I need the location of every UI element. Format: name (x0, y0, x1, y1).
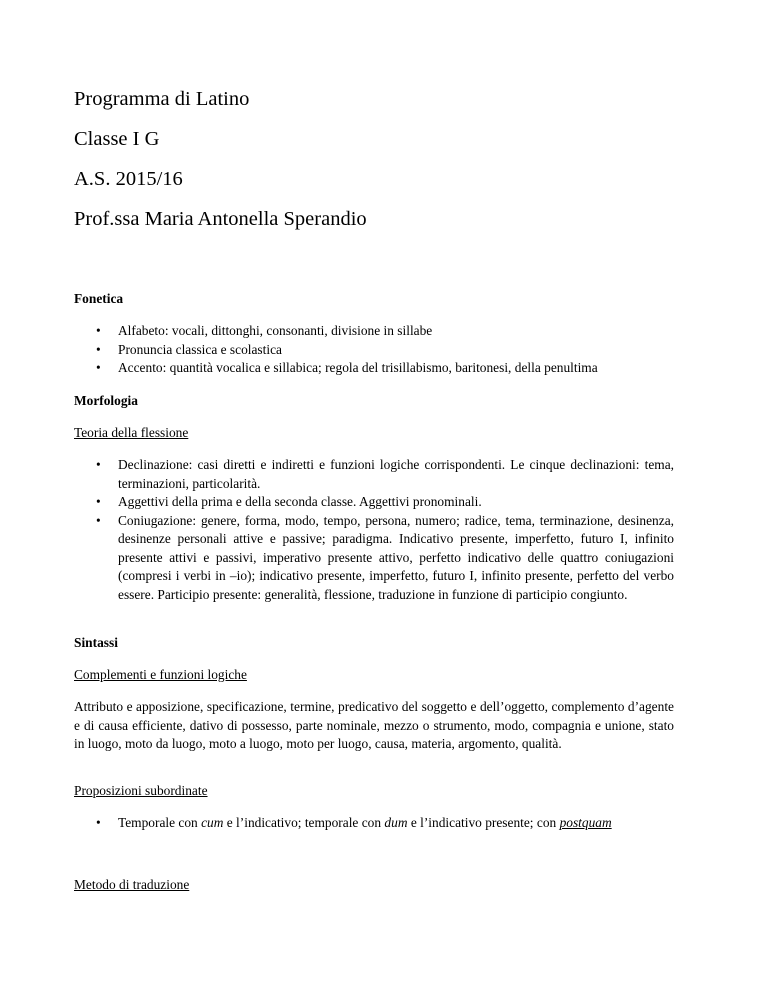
latin-term-postquam: postquam (559, 815, 612, 830)
list-item: • Declinazione: casi diretti e indiretti e funzioni logiche corrispondenti. Le cinque declinazioni: tema, terminazioni, particolarità. (74, 456, 674, 493)
list-item: • Pronuncia classica e scolastica (74, 341, 674, 360)
subheading-proposizioni: Proposizioni subordinate (74, 783, 208, 798)
list-item: • Coniugazione: genere, forma, modo, tempo, persona, numero; radice, tema, terminazione, desinenza, desinenze personali attive e passive; paradigma. Indicativo presente, imperfetto, futuro I, infinito presente attivi e passivi, imperativo presente attivo, perfetto indicativo delle quattro coniugazioni (compresi i verbi in –io); indicativo presente, imperfetto, futuro I, infinito presente, perfetto del verbo essere. Participio presente: generalità, flessione, traduzione in funzione di participio congiunto. (74, 512, 674, 605)
latin-term-dum: dum (384, 815, 408, 830)
list-item: • Aggettivi della prima e della seconda classe. Aggettivi pronominali. (74, 493, 674, 512)
subheading-metodo-traduzione: Metodo di traduzione (74, 877, 190, 892)
latin-term-cum: cum (201, 815, 224, 830)
subheading-complementi: Complementi e funzioni logiche (74, 667, 247, 682)
list-item: • Temporale con cum e l’indicativo; temporale con dum e l’indicativo presente; con postquam (74, 814, 674, 833)
proposizioni-list (74, 814, 674, 833)
school-year: A.S. 2015/16 (74, 168, 183, 190)
teacher-name: Prof.ssa Maria Antonella Sperandio (74, 208, 367, 230)
complementi-paragraph: Attributo e apposizione, specificazione, termine, predicativo del soggetto e dell’oggetto, complemento d’agente e di causa efficiente, dativo di possesso, parte nominale, mezzo o strumento, modo, compagnia e unione, stato in luogo, moto da luogo, moto a luogo, moto per luogo, causa, materia, argomento, qualità. (74, 699, 674, 751)
subheading-teoria-flessione: Teoria della flessione (74, 425, 189, 440)
section-heading-morfologia: Morfologia (74, 393, 138, 408)
list-item: • Alfabeto: vocali, dittonghi, consonanti, divisione in sillabe (74, 322, 674, 341)
section-heading-sintassi: Sintassi (74, 635, 118, 650)
class-label: Classe I G (74, 128, 160, 150)
section-heading-fonetica: Fonetica (74, 291, 124, 306)
list-item: • Accento: quantità vocalica e sillabica; regola del trisillabismo, baritonesi, della penultima (74, 359, 674, 378)
fonetica-list (74, 322, 674, 378)
document-title: Programma di Latino (74, 88, 250, 110)
morfologia-list (74, 456, 674, 604)
